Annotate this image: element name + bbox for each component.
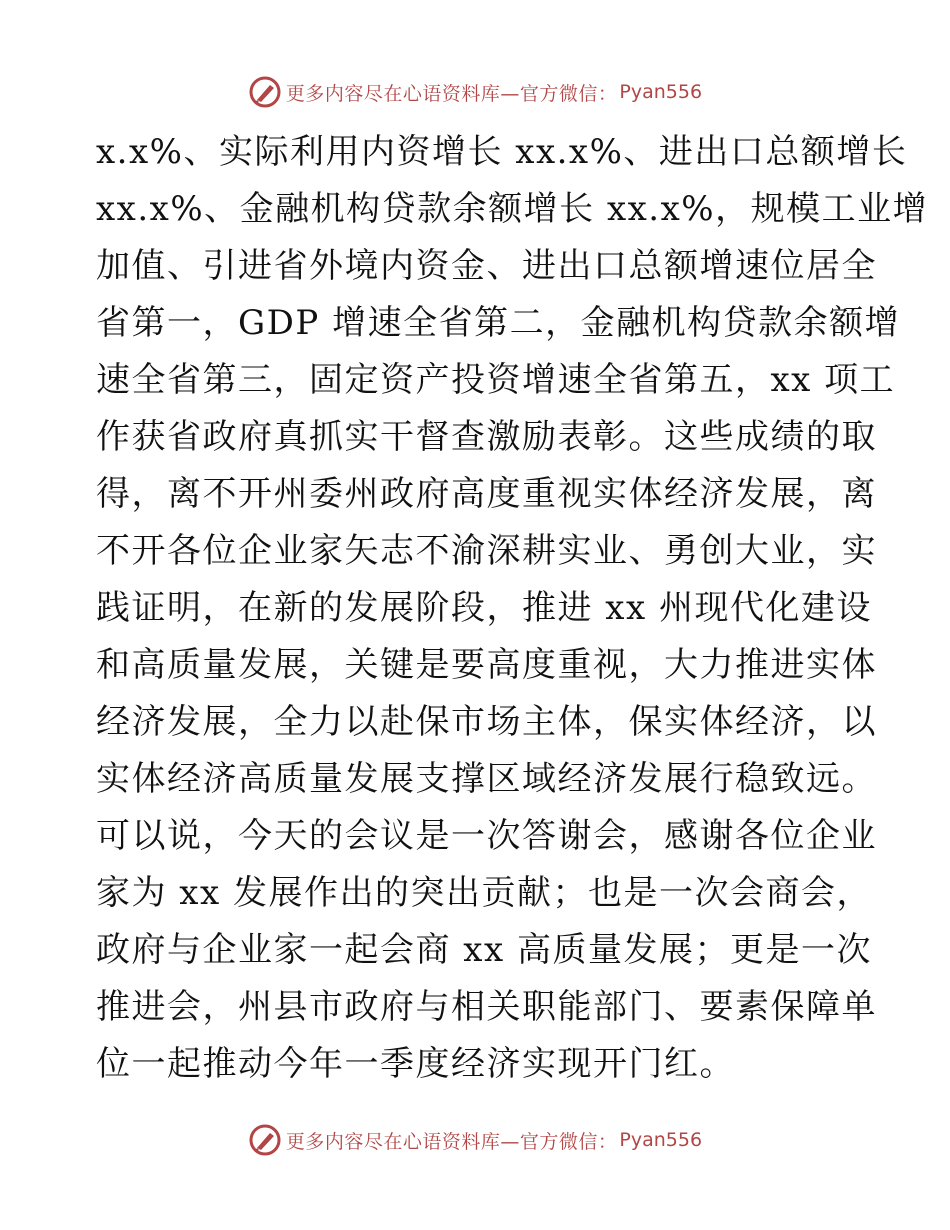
- body-line: 可以说，今天的会议是一次答谢会，感谢各位企业: [96, 816, 877, 856]
- watermark-text: 更多内容尽在心语资料库—官方微信：: [285, 1130, 618, 1153]
- body-line: 加值、引进省外境内资金、进出口总额增速位居全: [96, 246, 877, 286]
- watermark-wechat-id: Pyan556: [619, 1129, 703, 1151]
- pen-logo-icon: [248, 75, 282, 109]
- body-line: 经济发展，全力以赴保市场主体，保实体经济，以: [96, 702, 877, 742]
- watermark-footer: [0, 1120, 950, 1160]
- body-line: 得，离不开州委州政府高度重视实体经济发展，离: [96, 474, 877, 514]
- body-line: 作获省政府真抓实干督查激励表彰。这些成绩的取: [96, 417, 877, 457]
- body-line: x.x%、实际利用内资增长 xx.x%、进出口总额增长: [96, 132, 908, 172]
- body-line: 省第一，GDP 增速全省第二，金融机构贷款余额增: [96, 303, 901, 343]
- body-line: 实体经济高质量发展支撑区域经济发展行稳致远。: [96, 759, 877, 799]
- body-line: 速全省第三，固定资产投资增速全省第五，xx 项工: [96, 360, 896, 400]
- body-line: 政府与企业家一起会商 xx 高质量发展；更是一次: [96, 930, 872, 970]
- body-line: 和高质量发展，关键是要高度重视，大力推进实体: [96, 645, 877, 685]
- document-body: [96, 124, 929, 1093]
- pen-logo-icon: [248, 1123, 282, 1157]
- body-line: 家为 xx 发展作出的突出贡献；也是一次会商会，: [96, 873, 872, 913]
- watermark-wechat-id: Pyan556: [619, 81, 703, 103]
- watermark-header: [0, 72, 950, 112]
- body-line: 位一起推动今年一季度经济实现开门红。: [96, 1044, 735, 1084]
- body-line: 践证明，在新的发展阶段，推进 xx 州现代化建设: [96, 588, 872, 628]
- body-line: 推进会，州县市政府与相关职能部门、要素保障单: [96, 987, 877, 1027]
- body-line: 不开各位企业家矢志不渝深耕实业、勇创大业，实: [96, 531, 877, 571]
- watermark-text: 更多内容尽在心语资料库—官方微信：: [285, 82, 618, 105]
- body-line: xx.x%、金融机构贷款余额增长 xx.x%，规模工业增: [96, 189, 929, 229]
